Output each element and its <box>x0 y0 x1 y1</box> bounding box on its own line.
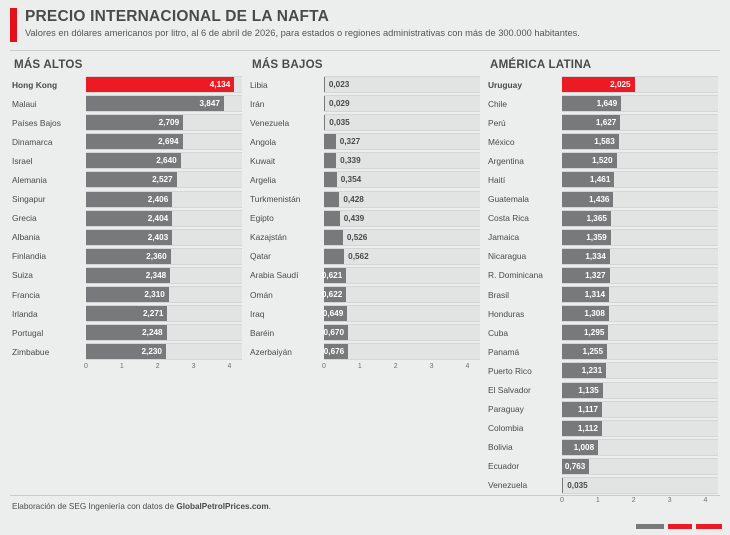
bar-value-label: 0,428 <box>343 194 364 204</box>
bar-track <box>562 267 718 284</box>
bar-rows-highest <box>12 77 242 359</box>
bar-value-label: 1,520 <box>592 156 613 166</box>
column-title-latam: AMÉRICA LATINA <box>490 58 592 71</box>
bar-row-label: Puerto Rico <box>488 365 532 376</box>
bar-row-label: Nicaragua <box>488 251 527 262</box>
bar-row <box>250 96 480 111</box>
bar-row-label: Venezuela <box>488 480 528 491</box>
bar-row <box>250 306 480 321</box>
bar-value-label: 0,621 <box>321 270 343 280</box>
bar-value-label: 3,847 <box>199 99 220 109</box>
bar-row <box>12 153 242 168</box>
axis-tick-label: 0 <box>322 363 326 371</box>
bar-row <box>250 325 480 340</box>
bar-row-label: Francia <box>12 289 40 300</box>
bar-row <box>488 268 718 283</box>
bar-row <box>250 153 480 168</box>
bar-track <box>562 324 718 341</box>
bar-row-label: Países Bajos <box>12 117 61 128</box>
bar-track <box>562 210 718 227</box>
bar-row <box>488 192 718 207</box>
bar-row-label: Iraq <box>250 308 265 319</box>
bar-value-label: 0,763 <box>564 461 586 471</box>
bar <box>324 192 339 207</box>
bar <box>324 77 325 92</box>
axis-tick-label: 1 <box>119 363 124 371</box>
bar-row <box>488 363 718 378</box>
bar-row <box>488 287 718 302</box>
bar-row-label: Grecia <box>12 213 37 224</box>
bar-track <box>562 305 718 322</box>
bar-track <box>324 171 480 188</box>
bar-row-label: Guatemala <box>488 194 529 205</box>
bar-value-label: 1,649 <box>596 99 618 109</box>
bar-value-label: 4,134 <box>209 80 231 89</box>
bar-row-label: Azerbaiyán <box>250 346 292 357</box>
footer-mark-red-1 <box>668 524 692 529</box>
axis-lowest <box>324 363 480 377</box>
bar-row-label: México <box>488 136 515 147</box>
bar-row <box>12 77 242 92</box>
header-accent-bar <box>10 8 17 42</box>
bar-value-label: 0,029 <box>329 99 350 109</box>
bar-row <box>250 77 480 92</box>
bar-track <box>324 305 480 322</box>
bar-row-label: Irán <box>250 98 265 109</box>
column-title-highest: MÁS ALTOS <box>14 58 83 71</box>
bar-row-label: Uruguay <box>488 79 522 90</box>
bar-value-label: 0,670 <box>323 328 345 338</box>
bar-value-label: 1,461 <box>589 175 611 185</box>
bar-track <box>562 133 718 150</box>
header <box>0 0 730 48</box>
bar-row-label: Perú <box>488 117 506 128</box>
bar-value-label: 1,359 <box>586 232 607 242</box>
bar-row <box>250 211 480 226</box>
bar-value-label: 2,709 <box>158 118 180 128</box>
bar-value-label: 1,117 <box>578 404 599 414</box>
bar-row-label: Irlanda <box>12 308 38 319</box>
bar-value-label: 1,308 <box>584 309 605 319</box>
bar-value-label: 1,255 <box>582 347 604 357</box>
bar-value-label: 2,271 <box>142 309 164 319</box>
bar-track <box>86 95 242 112</box>
bar-row-label: Qatar <box>250 251 271 262</box>
bar-track <box>562 76 718 93</box>
bar-row <box>12 306 242 321</box>
bar-row-label: Albania <box>12 232 40 243</box>
bar-value-label: 2,404 <box>147 213 169 223</box>
bar-row <box>488 325 718 340</box>
footer-credit <box>0 496 730 511</box>
bar <box>324 211 340 226</box>
bar <box>324 230 343 245</box>
bar-row <box>250 268 480 283</box>
bar-row <box>12 172 242 187</box>
footer-marks <box>632 524 722 529</box>
bar-track <box>562 229 718 246</box>
axis-tick-label: 2 <box>155 363 160 371</box>
page-title: PRECIO INTERNACIONAL DE LA NAFTA <box>25 8 330 25</box>
bar-track <box>324 95 480 112</box>
header-text <box>25 8 720 39</box>
bar <box>324 115 325 130</box>
bar-track <box>324 133 480 150</box>
bar-track <box>562 439 718 456</box>
bar-row <box>488 77 718 92</box>
bar-row-label: Panamá <box>488 346 520 357</box>
bar-row <box>250 192 480 207</box>
axis-tick-label: 2 <box>393 363 398 371</box>
bar-value-label: 1,008 <box>573 442 595 452</box>
footer-mark-red-2 <box>696 524 722 529</box>
bar-track <box>562 458 718 475</box>
bar-row <box>250 344 480 359</box>
bar <box>324 134 336 149</box>
footer <box>0 495 730 535</box>
axis-tick-label: 4 <box>703 497 708 505</box>
bar-track <box>86 191 242 208</box>
footer-credit-suffix: . <box>268 502 271 511</box>
bar-row <box>488 115 718 130</box>
bar-track <box>86 286 242 303</box>
bar-row <box>488 96 718 111</box>
bar-track <box>562 477 718 494</box>
bar-value-label: 0,339 <box>340 156 361 166</box>
bar-track <box>562 401 718 418</box>
bar-track <box>562 382 718 399</box>
bar-value-label: 2,406 <box>147 194 169 204</box>
bar-value-label: 0,562 <box>348 251 369 261</box>
bar-row <box>12 249 242 264</box>
bar-row-label: Costa Rica <box>488 213 529 224</box>
bar-value-label: 0,023 <box>328 80 350 89</box>
bar-row <box>488 402 718 417</box>
axis-tick-label: 3 <box>429 363 434 371</box>
bar-value-label: 2,640 <box>156 156 177 166</box>
bar-row <box>12 211 242 226</box>
bar-row <box>488 153 718 168</box>
bar-row-label: Jamaica <box>488 232 520 243</box>
bar-value-label: 0,649 <box>322 309 344 319</box>
bar-row <box>12 192 242 207</box>
bar-track <box>324 114 480 131</box>
bar-value-label: 1,295 <box>583 328 605 338</box>
axis-highest <box>86 363 242 377</box>
bar-track <box>562 114 718 131</box>
bar-value-label: 2,360 <box>146 251 167 261</box>
page-subtitle: Valores en dólares americanos por litro, al 6 de abril de 2026, para estados o regiones administrativas con más de 300.000 habitantes. <box>25 28 580 38</box>
bar-row-label: Angola <box>250 136 277 147</box>
bar-row-label: Libia <box>250 79 268 90</box>
bar-value-label: 2,248 <box>142 328 163 338</box>
bar-row <box>12 134 242 149</box>
bar-row-label: Baréin <box>250 327 275 338</box>
bar-value-label: 0,676 <box>323 347 345 357</box>
footer-credit-source: GlobalPetrolPrices.com <box>176 502 269 511</box>
bar-row-label: Argentina <box>488 155 524 166</box>
bar-track <box>86 76 242 93</box>
bar-row <box>488 478 718 493</box>
bar-track <box>86 210 242 227</box>
bar-track <box>324 152 480 169</box>
bar-row-label: Argelia <box>250 174 277 185</box>
bar-row-label: Egipto <box>250 213 274 224</box>
bar-row-label: Suiza <box>12 270 33 281</box>
bar-value-label: 0,354 <box>340 175 362 185</box>
bar-value-label: 1,365 <box>586 213 607 223</box>
footer-mark-grey <box>636 524 664 529</box>
bar-track <box>562 152 718 169</box>
bar-value-label: 2,527 <box>152 175 173 185</box>
bar-row <box>250 172 480 187</box>
bar-value-label: 0,035 <box>329 118 350 128</box>
bar-row-label: Bolivia <box>488 442 513 453</box>
bar-value-label: 0,327 <box>339 137 361 147</box>
bar-value-label: 2,403 <box>147 232 169 242</box>
chart-column-latam <box>484 58 722 511</box>
bar-row <box>250 230 480 245</box>
axis-tick-label: 1 <box>357 363 362 371</box>
bar-track <box>86 229 242 246</box>
bar-track <box>86 152 242 169</box>
bar-row <box>250 134 480 149</box>
axis-tick-label: 2 <box>631 497 636 505</box>
bar-value-label: 2,310 <box>144 290 165 300</box>
bar-value-label: 0,622 <box>321 290 343 300</box>
bar-row-label: Turkmenistán <box>250 194 301 205</box>
bar-row <box>488 134 718 149</box>
bar-row <box>488 421 718 436</box>
axis-tick-label: 4 <box>227 363 232 371</box>
bar-value-label: 2,025 <box>610 80 631 89</box>
bar-row-label: Zimbabue <box>12 346 50 357</box>
bar <box>562 478 563 493</box>
bar-row-label: Israel <box>12 155 33 166</box>
bar-row <box>488 383 718 398</box>
axis-tick-label: 3 <box>191 363 196 371</box>
bar-track <box>324 229 480 246</box>
bar-row-label: Kazajstán <box>250 232 287 243</box>
bar-row <box>12 115 242 130</box>
bar-value-label: 1,135 <box>578 385 599 395</box>
bar-track <box>562 191 718 208</box>
bar-row-label: Ecuador <box>488 461 520 472</box>
bar-track <box>86 343 242 360</box>
bar-row-label: Malaui <box>12 98 37 109</box>
bar-value-label: 1,627 <box>595 118 617 128</box>
bar-row <box>488 344 718 359</box>
bar-row <box>12 344 242 359</box>
bar-row-label: Portugal <box>12 327 44 338</box>
bar-value-label: 1,327 <box>585 270 606 280</box>
bar-track <box>562 362 718 379</box>
bar-row-label: Brasil <box>488 289 509 300</box>
bar-row-label: Colombia <box>488 423 524 434</box>
bar-row <box>488 459 718 474</box>
bar-track <box>562 248 718 265</box>
bar-row-label: R. Dominicana <box>488 270 543 281</box>
axis-tick-label: 1 <box>595 497 600 505</box>
axis-tick-label: 3 <box>667 497 672 505</box>
bar-track <box>86 305 242 322</box>
bar-track <box>321 286 480 303</box>
bar-value-label: 0,035 <box>567 480 588 490</box>
bar-track <box>324 343 480 360</box>
bar <box>324 153 336 168</box>
bar-value-label: 0,526 <box>346 232 368 242</box>
bar-track <box>86 114 242 131</box>
bar-row-label: Arabia Saudí <box>250 270 299 281</box>
bar-row <box>12 268 242 283</box>
bar-value-label: 1,231 <box>581 366 603 376</box>
bar-track <box>562 286 718 303</box>
bar-row-label: Finlandia <box>12 251 46 262</box>
bar-track <box>324 191 480 208</box>
chart-columns <box>0 51 730 511</box>
bar-track <box>86 248 242 265</box>
bar-row <box>12 325 242 340</box>
bar-track <box>86 171 242 188</box>
bar-value-label: 2,694 <box>158 137 179 147</box>
bar-row-label: Honduras <box>488 308 525 319</box>
bar-row <box>12 96 242 111</box>
axis-tick-label: 0 <box>560 497 564 505</box>
bar-value-label: 1,436 <box>589 194 610 204</box>
bar-value-label: 0,439 <box>343 213 365 223</box>
bar-row <box>12 230 242 245</box>
bar-track <box>86 324 242 341</box>
bar-value-label: 2,348 <box>145 270 167 280</box>
bar-value-label: 1,334 <box>585 251 606 261</box>
chart-column-highest <box>8 58 246 511</box>
bar-row <box>488 230 718 245</box>
bar-row <box>488 172 718 187</box>
bar-row <box>250 249 480 264</box>
bar-row-label: Alemania <box>12 174 47 185</box>
bar-track <box>86 133 242 150</box>
bar-row <box>12 287 242 302</box>
bar-row-label: Cuba <box>488 327 509 338</box>
bar-value-label: 1,583 <box>594 137 615 147</box>
bar-value-label: 1,112 <box>577 423 598 433</box>
bar-row-label: Haití <box>488 174 506 185</box>
bar <box>324 96 325 111</box>
bar-value-label: 1,314 <box>584 290 606 300</box>
bar-row-label: Dinamarca <box>12 136 53 147</box>
axis-tick-label: 4 <box>465 363 470 371</box>
bar-track <box>562 343 718 360</box>
column-title-lowest: MÁS BAJOS <box>252 58 323 71</box>
bar-row <box>488 306 718 321</box>
bar-row-label: Omán <box>250 289 273 300</box>
bar-row-label: Hong Kong <box>12 79 58 90</box>
bar-row-label: Venezuela <box>250 117 290 128</box>
bar-rows-latam <box>488 77 718 493</box>
bar-row <box>250 287 480 302</box>
bar-track <box>324 76 480 93</box>
bar-track <box>324 324 480 341</box>
bar-track <box>324 210 480 227</box>
bar-track <box>86 267 242 284</box>
bar-track <box>562 420 718 437</box>
bar <box>324 249 344 264</box>
bar-row <box>488 440 718 455</box>
footer-credit-prefix: Elaboración de SEG Ingeniería con datos de <box>12 502 177 511</box>
bar-value-label: 2,230 <box>141 347 162 357</box>
bar-row <box>250 115 480 130</box>
bar-rows-lowest <box>250 77 480 359</box>
bar-row-label: Singapur <box>12 194 46 205</box>
bar-row-label: Kuwait <box>250 155 276 166</box>
bar-track <box>321 267 480 284</box>
bar-row-label: Paraguay <box>488 404 524 415</box>
bar-row-label: Chile <box>488 98 508 109</box>
bar-track <box>562 171 718 188</box>
bar-row <box>488 211 718 226</box>
bar-track <box>324 248 480 265</box>
bar-row-label: El Salvador <box>488 385 531 395</box>
bar <box>324 172 337 187</box>
bar-track <box>562 95 718 112</box>
axis-tick-label: 0 <box>84 363 88 371</box>
chart-column-lowest <box>246 58 484 511</box>
bar-row <box>488 249 718 264</box>
